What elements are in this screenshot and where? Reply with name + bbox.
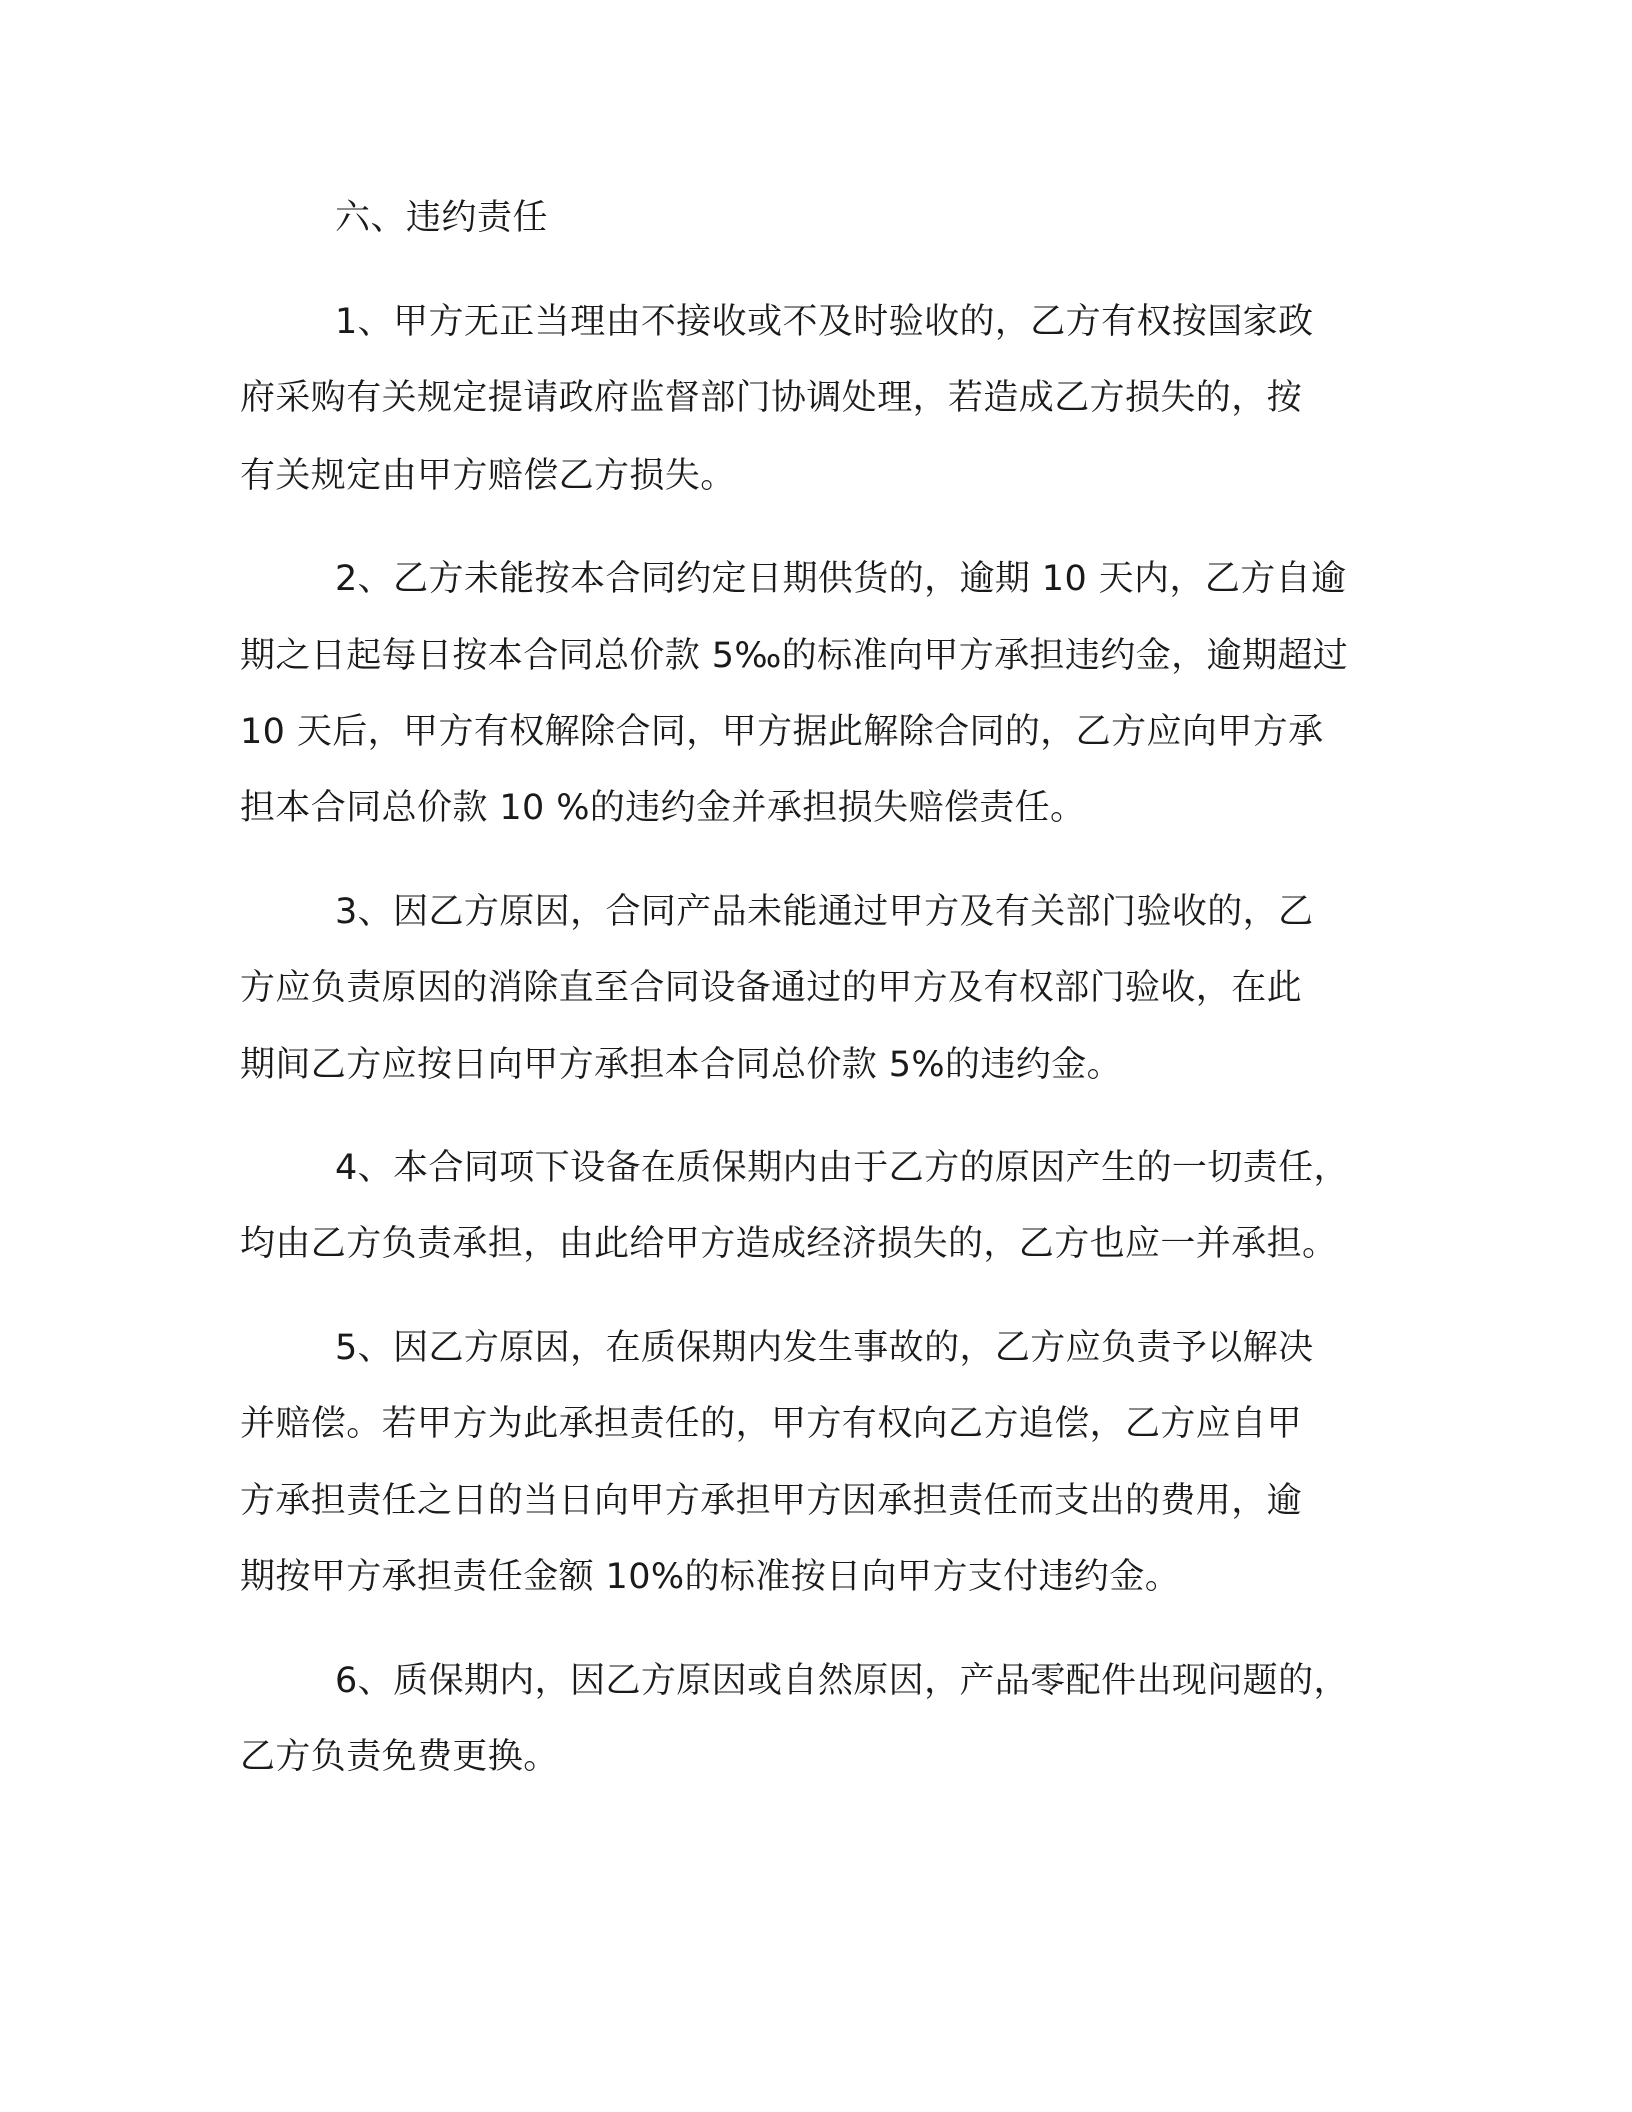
clause-6-line-2: 乙方负责免费更换。 [240,1737,559,1777]
clause-3-line-1: 3、因乙方原因，合同产品未能通过甲方及有关部门验收的，乙 [335,892,1314,932]
clause-1-line-3: 有关规定由甲方赔偿乙方损失。 [240,456,736,496]
clause-5-line-4: 期按甲方承担责任金额 10%的标准按日向甲方支付违约金。 [240,1557,1181,1597]
clause-2-line-2: 期之日起每日按本合同总价款 5‰的标准向甲方承担违约金，逾期超过 [240,636,1349,676]
clause-1-line-2: 府采购有关规定提请政府监督部门协调处理，若造成乙方损失的，按 [240,378,1303,418]
clause-4-line-1: 4、本合同项下设备在质保期内由于乙方的原因产生的一切责任， [335,1148,1349,1188]
clause-5-line-1: 5、因乙方原因，在质保期内发生事故的，乙方应负责予以解决 [335,1328,1314,1368]
clause-2-line-4: 担本合同总价款 10 %的违约金并承担损失赔偿责任。 [240,788,1086,828]
clause-2-line-1: 2、乙方未能按本合同约定日期供货的，逾期 10 天内，乙方自逾 [335,559,1347,599]
clause-2-line-3: 10 天后，甲方有权解除合同，甲方据此解除合同的，乙方应向甲方承 [240,712,1324,752]
clause-3-line-2: 方应负责原因的消除直至合同设备通过的甲方及有权部门验收，在此 [240,968,1303,1008]
clause-3-line-3: 期间乙方应按日向甲方承担本合同总价款 5%的违约金。 [240,1045,1123,1085]
clause-4-line-2: 均由乙方负责承担，由此给甲方造成经济损失的，乙方也应一并承担。 [240,1224,1338,1264]
clause-1-line-1: 1、甲方无正当理由不接收或不及时验收的，乙方有权按国家政 [335,302,1314,342]
clause-5-line-2: 并赔偿。若甲方为此承担责任的，甲方有权向乙方追偿，乙方应自甲 [240,1404,1303,1444]
clause-5-line-3: 方承担责任之日的当日向甲方承担甲方因承担责任而支出的费用，逾 [240,1481,1303,1521]
clause-6-line-1: 6、质保期内，因乙方原因或自然原因，产品零配件出现问题的， [335,1661,1349,1701]
section-heading: 六、违约责任 [335,198,549,238]
